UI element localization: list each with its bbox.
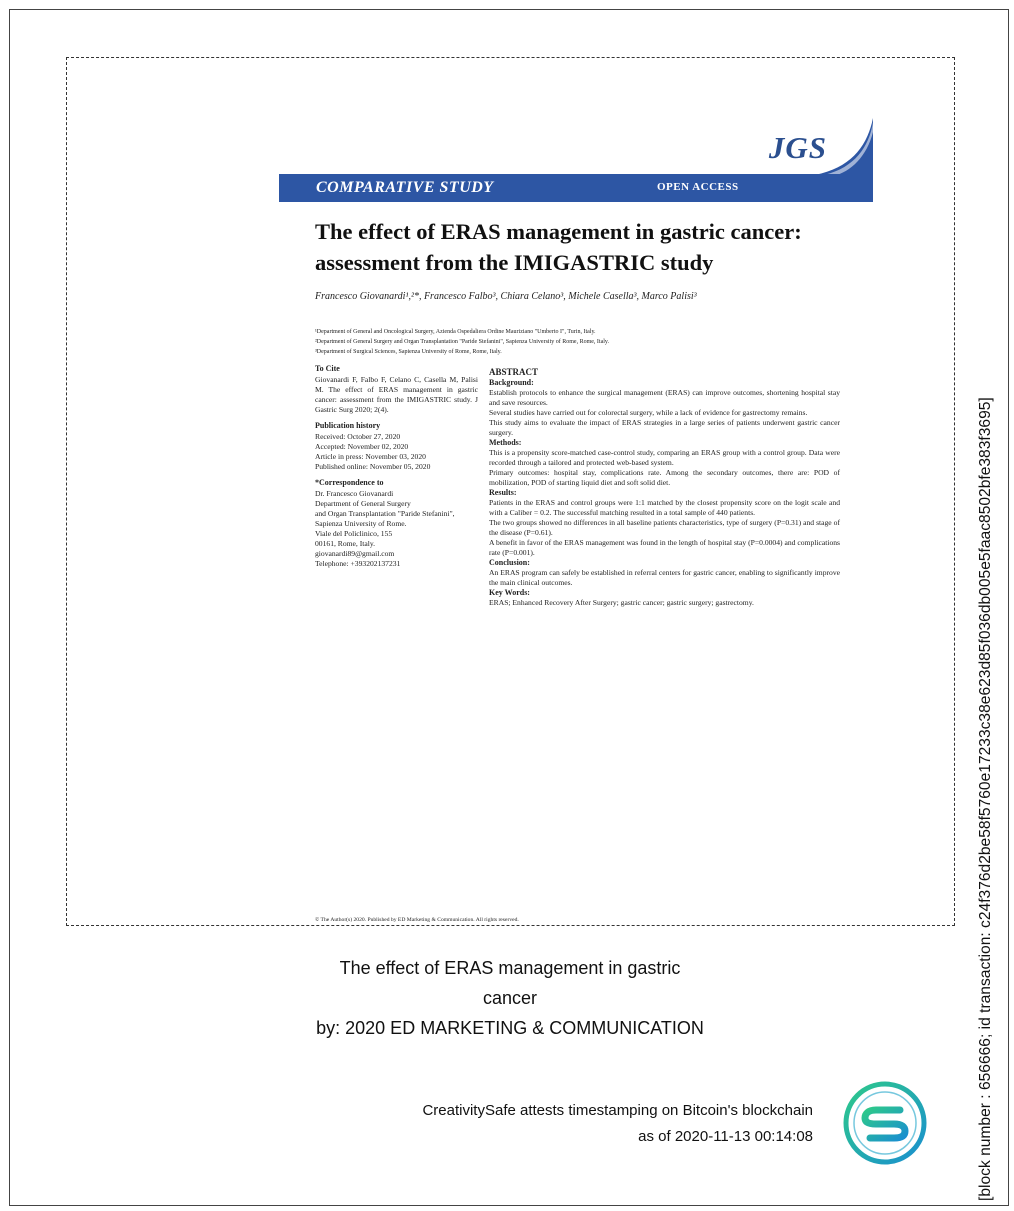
correspondence-line: Sapienza University of Rome. (315, 519, 407, 528)
correspondence-line: Department of General Surgery (315, 499, 411, 508)
conclusion-heading: Conclusion: (489, 558, 530, 567)
paper-title-line: The effect of ERAS management in gastric cancer: (315, 219, 802, 244)
blockchain-transaction-id: [block number : 656666; id transaction: c24f376d2be58f5760e17233c38e623d85f036db005e5faac8502bfe383f3695] (977, 397, 994, 1201)
abstract-paragraph: This study aims to evaluate the impact of ERAS strategies in a large series of patients underwent gastric cancer surgery. (489, 418, 840, 437)
keywords-text: ERAS; Enhanced Recovery After Surgery; gastric cancer; gastric surgery; gastrectomy. (489, 598, 754, 607)
abstract-paragraph: A benefit in favor of the ERAS management was found in the length of hospital stay (P=0.0004) and complications rate (P=0.001). (489, 538, 840, 557)
results-heading: Results: (489, 488, 517, 497)
abstract-heading: ABSTRACT (489, 367, 539, 377)
affiliation: ¹Department of General and Oncological Surgery, Azienda Ospedaliera Ordine Mauriziano "Umberto I", Turin, Italy. (315, 329, 596, 335)
author-list: Francesco Giovanardi¹,²*, Francesco Falbo³, Chiara Celano³, Michele Casella³, Marco Palisi³ (315, 291, 697, 302)
attestation-date: as of 2020-11-13 00:14:08 (638, 1128, 813, 1145)
keywords-heading: Key Words: (489, 588, 530, 597)
methods-heading: Methods: (489, 438, 522, 447)
correspondence-label: *Correspondence to (315, 478, 384, 487)
abstract-paragraph: Primary outcomes: hospital stay, complications rate. Among the secondary outcomes, there are: POD of mobilization, POD of starting liquid diet and soft solid diet. (489, 468, 840, 487)
paper-title-line: assessment from the IMIGASTRIC study (315, 250, 714, 275)
abstract-paragraph: The two groups showed no differences in all baseline patients characteristics, type of surgery (P=0.31) and stage of the disease (P=0.61). (489, 518, 840, 537)
affiliation: ²Department of General Surgery and Organ Transplantation "Paride Stefanini", Sapienza University of Rome, Rome, Italy. (315, 339, 610, 345)
paper-title (315, 216, 860, 278)
paper-first-page (279, 118, 873, 926)
article-type-banner (279, 174, 873, 202)
to-cite-block (315, 364, 478, 415)
abstract-paragraph: Establish protocols to enhance the surgical management (ERAS) can improve outcomes, shortening hospital stay and save resources. (489, 388, 840, 407)
to-cite-label: To Cite (315, 364, 340, 373)
timestamp-attestation (260, 1098, 813, 1150)
paper-preview (66, 57, 955, 926)
journal-logo-text: JGS (768, 130, 827, 165)
abstract (489, 367, 840, 608)
background-heading: Background: (489, 378, 534, 387)
creativitysafe-logo-icon (842, 1080, 928, 1166)
history-entry: Article in press: November 03, 2020 (315, 452, 426, 461)
abstract-paragraph: This is a propensity score-matched case-control study, comparing an ERAS group with a control group. Data were recorded through a tailored and protected web-based system. (489, 448, 840, 467)
certificate-title-line: cancer (482, 988, 538, 1008)
correspondence-line: Viale del Policlinico, 155 (315, 529, 393, 538)
affiliations (315, 327, 609, 357)
correspondence-line: 00161, Rome, Italy. (315, 539, 376, 548)
certificate-title-line: The effect of ERAS management in gastric (339, 958, 681, 978)
publication-history-label: Publication history (315, 421, 381, 430)
correspondence-phone: Telephone: +393202137231 (315, 559, 401, 568)
history-entry: Accepted: November 02, 2020 (315, 442, 409, 451)
affiliation: ³Department of Surgical Sciences, Sapienza University of Rome, Rome, Italy. (315, 349, 502, 355)
publication-history-block (315, 421, 478, 472)
correspondence-block (315, 478, 478, 569)
history-entry: Received: October 27, 2020 (315, 432, 401, 441)
attestation-text: CreativitySafe attests timestamping on Bitcoin's blockchain (422, 1102, 813, 1119)
abstract-paragraph: Patients in the ERAS and control groups were 1:1 matched by the closest propensity score on the logit scale and with a Caliber = 0.2. The successful matching resulted in a total sample of 440 patients. (489, 498, 840, 517)
copyright-notice: © The Author(s) 2020. Published by ED Marketing & Communication. All rights reserved. (315, 917, 519, 923)
open-access-label: OPEN ACCESS (657, 181, 739, 193)
certificate-title (290, 953, 730, 1043)
correspondence-line: Dr. Francesco Giovanardi (315, 489, 394, 498)
history-entry: Published online: November 05, 2020 (315, 462, 431, 471)
side-info-column (315, 364, 478, 575)
abstract-paragraph: Several studies have carried out for colorectal surgery, while a lack of evidence for gastrectomy remains. (489, 408, 808, 417)
abstract-paragraph: An ERAS program can safely be established in referral centers for gastric cancer, enabling to significantly improve the main clinical outcomes. (489, 568, 840, 587)
correspondence-email: giovanardi89@gmail.com (315, 549, 395, 558)
certificate-author-line: by: 2020 ED MARKETING & COMMUNICATION (316, 1018, 704, 1038)
to-cite-text: Giovanardi F, Falbo F, Celano C, Casella M, Palisi M. The effect of ERAS management in gastric cancer: assessment from the IMIGASTRIC study. J Gastric Surg 2020; 2(4). (315, 375, 478, 414)
article-type-label: COMPARATIVE STUDY (316, 179, 494, 196)
correspondence-line: and Organ Transplantation "Paride Stefanini", (315, 509, 455, 518)
